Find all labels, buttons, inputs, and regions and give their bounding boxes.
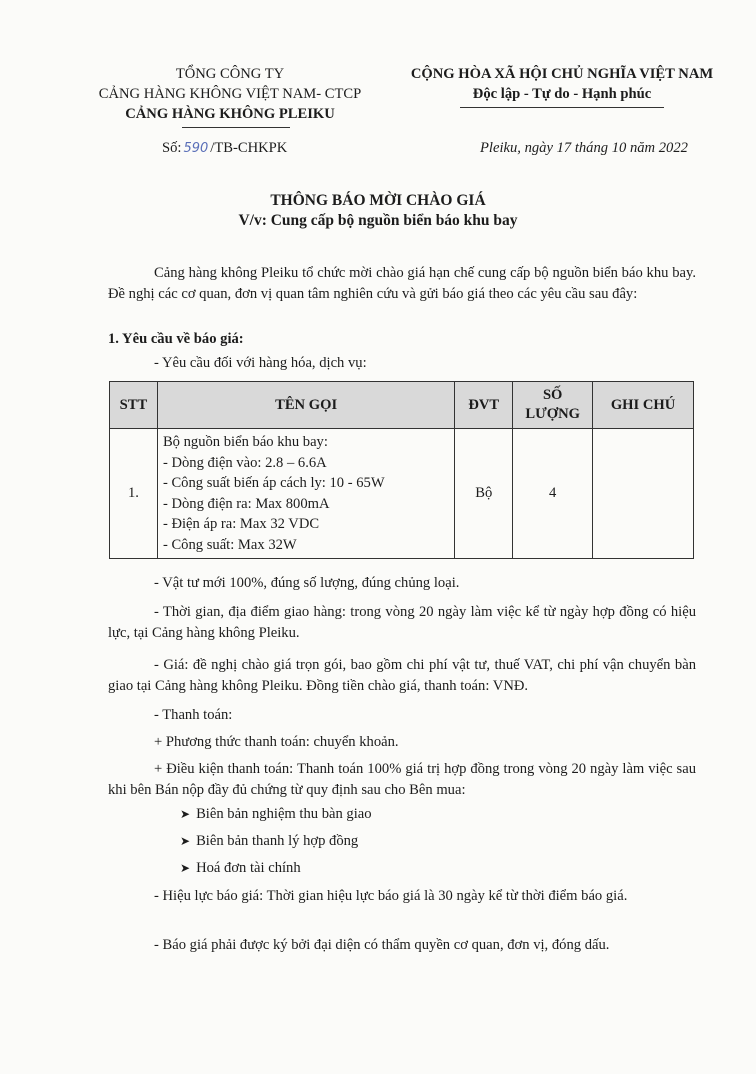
name-line: - Công suất biến áp cách ly: 10 - 65W	[162, 475, 385, 491]
goods-table	[109, 381, 694, 559]
paragraph-signature: - Báo giá phải được ký bởi đại diện có thẩm quyền cơ quan, đơn vị, đóng dấu.	[154, 937, 610, 953]
arrow-icon: ➤	[180, 807, 191, 821]
header-stt: STT	[110, 382, 158, 429]
national-heading	[392, 64, 732, 104]
org-line-1: TỔNG CÔNG TY	[175, 66, 285, 82]
bullet-text: Biên bản thanh lý hợp đồng	[196, 833, 359, 849]
org-line-3: CẢNG HÀNG KHÔNG PLEIKU	[125, 106, 335, 122]
cell-name	[157, 429, 454, 559]
bullet-item	[180, 806, 372, 823]
bullet-text: Biên bản nghiệm thu bàn giao	[196, 806, 372, 822]
issuer-block	[60, 64, 400, 124]
cell-stt: 1.	[110, 429, 158, 559]
document-subject: V/v: Cung cấp bộ nguồn biển báo khu bay	[238, 212, 518, 229]
number-prefix: Số:	[162, 140, 182, 156]
cell-note	[593, 429, 694, 559]
motto-underline	[460, 107, 664, 108]
paragraph-payment-terms: + Điều kiện thanh toán: Thanh toán 100% giá trị hợp đồng trong vòng 20 ngày làm việc sau khi bên Bán nộp đầy đủ chứng từ quy định sau cho Bên mua:	[108, 761, 696, 798]
document-title: THÔNG BÁO MỜI CHÀO GIÁ	[270, 192, 486, 209]
paragraph-materials: - Vật tư mới 100%, đúng số lượng, đúng chủng loại.	[154, 575, 460, 591]
name-line: - Điện áp ra: Max 32 VDC	[162, 516, 320, 532]
arrow-icon: ➤	[180, 861, 191, 875]
cell-unit: Bộ	[455, 429, 513, 559]
cell-qty: 4	[513, 429, 593, 559]
header-name: TÊN GỌI	[157, 382, 454, 429]
table-header-row	[110, 382, 694, 429]
header-qty	[513, 382, 593, 429]
goods-requirement-label: - Yêu cầu đối với hàng hóa, dịch vụ:	[154, 355, 367, 371]
paragraph-payment-method: + Phương thức thanh toán: chuyển khoản.	[154, 734, 399, 750]
arrow-icon: ➤	[180, 834, 191, 848]
number-suffix: /TB-CHKPK	[210, 140, 288, 156]
bullet-text: Hoá đơn tài chính	[196, 860, 301, 876]
handwritten-number: 590	[183, 141, 209, 156]
place-date: Pleiku, ngày 17 tháng 10 năm 2022	[480, 140, 688, 156]
intro-paragraph: Cảng hàng không Pleiku tổ chức mời chào giá hạn chế cung cấp bộ nguồn biển báo khu bay. Đề nghị các cơ quan, đơn vị quan tâm nghiên cứu và gửi báo giá theo các yêu cầu sau đây:	[108, 265, 696, 302]
paragraph-delivery: - Thời gian, địa điểm giao hàng: trong vòng 20 ngày làm việc kể từ ngày hợp đồng có hiệu lực, tại Cảng hàng không Pleiku.	[108, 604, 696, 641]
paragraph-price: - Giá: đề nghị chào giá trọn gói, bao gồm chi phí vật tư, thuế VAT, chi phí vận chuyển bàn giao tại Cảng hàng không Pleiku. Đồng tiền chào giá, thanh toán: VNĐ.	[108, 657, 696, 694]
header-unit: ĐVT	[455, 382, 513, 429]
name-line: Bộ nguồn biển báo khu bay:	[162, 434, 328, 450]
table-row	[110, 429, 694, 559]
bullet-item	[180, 833, 358, 850]
section-1-heading: 1. Yêu cầu về báo giá:	[108, 331, 244, 347]
motto: Độc lập - Tự do - Hạnh phúc	[472, 86, 652, 102]
header-note: GHI CHÚ	[593, 382, 694, 429]
document-number	[162, 140, 287, 157]
name-line: - Công suất: Max 32W	[162, 536, 297, 553]
name-line: - Dòng điện ra: Max 800mA	[162, 495, 330, 512]
name-line: - Dòng điện vào: 2.8 – 6.6A	[162, 454, 327, 471]
country-name: CỘNG HÒA XÃ HỘI CHỦ NGHĨA VIỆT NAM	[410, 66, 714, 82]
paragraph-payment: - Thanh toán:	[154, 707, 233, 723]
bullet-item	[180, 860, 301, 877]
org-line-2: CẢNG HÀNG KHÔNG VIỆT NAM- CTCP	[98, 86, 362, 102]
issuer-underline	[182, 127, 290, 128]
paragraph-validity: - Hiệu lực báo giá: Thời gian hiệu lực báo giá là 30 ngày kể từ thời điểm báo giá.	[154, 888, 628, 904]
header-qty-label: SỐ LƯỢNG	[525, 387, 580, 422]
